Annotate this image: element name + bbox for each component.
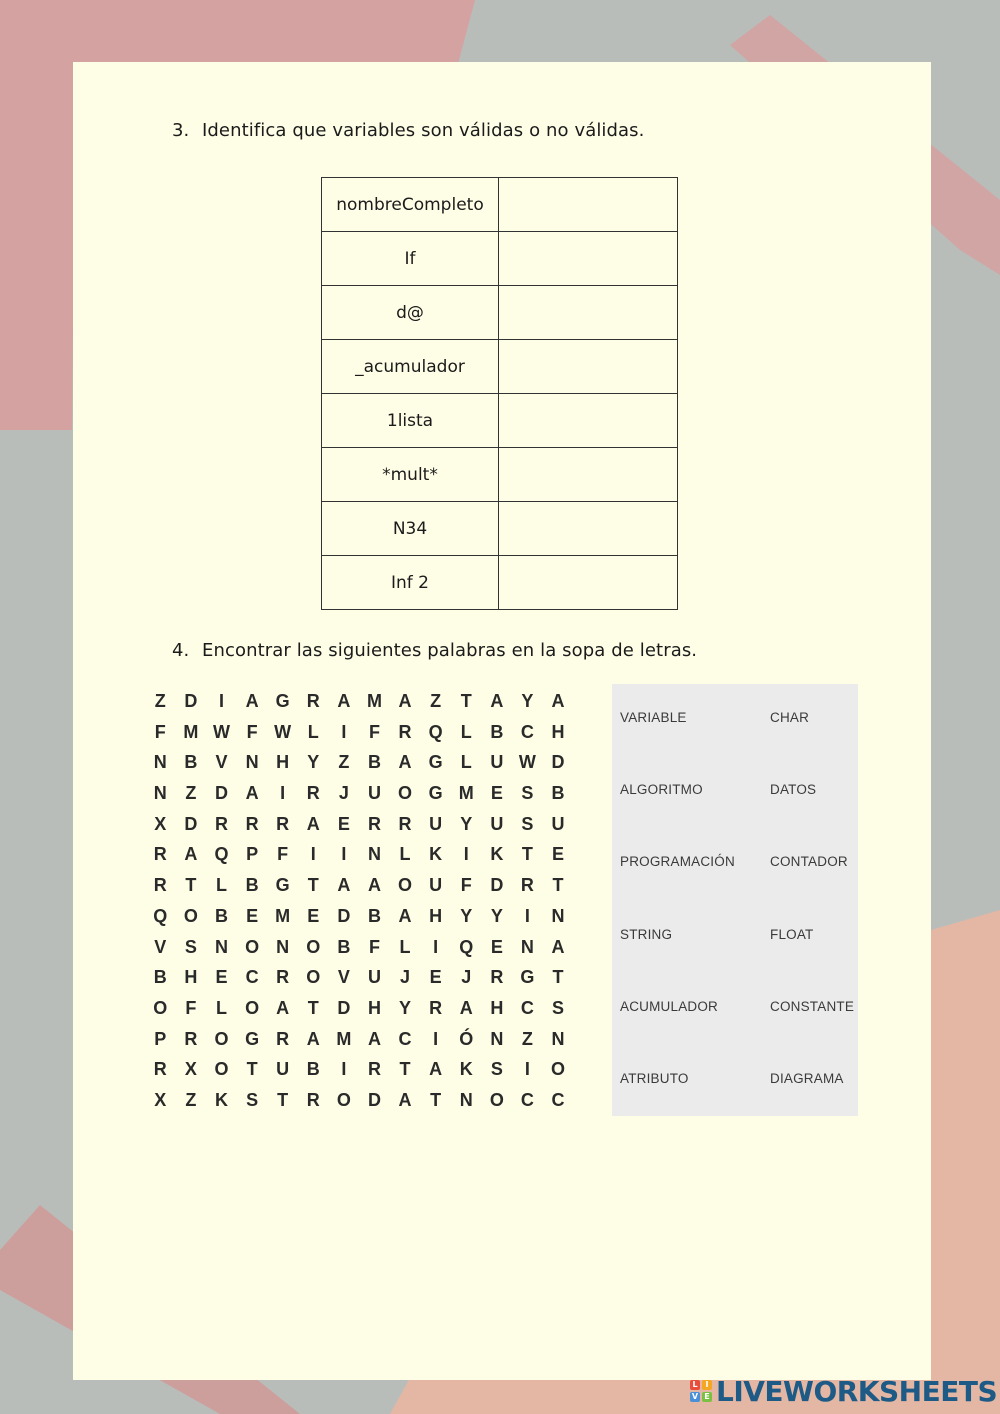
grid-letter[interactable]: A xyxy=(245,783,259,804)
grid-letter[interactable]: N xyxy=(153,752,167,773)
variable-row xyxy=(322,286,678,340)
grid-letter[interactable]: R xyxy=(276,1028,290,1049)
grid-letter[interactable]: M xyxy=(183,721,199,742)
variable-row xyxy=(322,556,678,610)
variable-answer-cell[interactable] xyxy=(499,556,678,610)
grid-letter[interactable]: V xyxy=(154,936,167,957)
grid-letter[interactable]: E xyxy=(246,905,259,926)
word-search-grid[interactable] xyxy=(145,686,573,1116)
grid-letter[interactable]: N xyxy=(214,936,228,957)
grid-letter[interactable]: I xyxy=(341,1059,347,1080)
question-4-text: Encontrar las siguientes palabras en la sopa de letras. xyxy=(202,640,698,661)
grid-letter[interactable]: T xyxy=(399,1059,411,1080)
liveworksheets-logo-text: LIVEWORKSHEETS xyxy=(716,1374,998,1408)
grid-letter[interactable]: D xyxy=(184,813,198,834)
grid-letter[interactable]: O xyxy=(551,1059,566,1080)
grid-letter[interactable]: Y xyxy=(460,813,473,834)
grid-letter[interactable]: O xyxy=(336,1089,351,1110)
liveworksheets-logo xyxy=(690,1374,997,1408)
grid-letter[interactable]: C xyxy=(520,721,534,742)
grid-letter[interactable]: F xyxy=(246,721,258,742)
variable-name-cell: *mult* xyxy=(322,448,499,502)
grid-letter[interactable]: R xyxy=(214,813,228,834)
grid-letter[interactable]: C xyxy=(520,997,534,1018)
grid-letter[interactable]: V xyxy=(215,752,228,773)
grid-letter[interactable]: A xyxy=(306,813,320,834)
grid-letter[interactable]: D xyxy=(337,905,351,926)
grid-letter[interactable]: Z xyxy=(430,691,442,711)
grid-letter[interactable]: L xyxy=(399,844,411,865)
grid-letter[interactable]: O xyxy=(306,967,321,988)
grid-letter[interactable]: A xyxy=(398,905,412,926)
grid-letter[interactable]: K xyxy=(429,844,443,865)
grid-letter[interactable]: Ó xyxy=(459,1028,474,1049)
grid-letter[interactable]: B xyxy=(214,905,228,926)
grid-letter[interactable]: W xyxy=(212,721,230,742)
grid-letter[interactable]: E xyxy=(429,967,442,988)
grid-letter[interactable]: R xyxy=(153,875,167,896)
grid-letter[interactable]: O xyxy=(245,997,260,1018)
grid-letter[interactable]: T xyxy=(307,997,319,1018)
grid-letter[interactable]: O xyxy=(214,1059,229,1080)
grid-letter[interactable]: L xyxy=(215,997,227,1018)
grid-letter[interactable]: K xyxy=(490,844,504,865)
grid-letter[interactable]: T xyxy=(277,1089,289,1110)
grid-letter[interactable]: C xyxy=(520,1089,534,1110)
grid-letter[interactable]: G xyxy=(428,783,443,804)
variable-answer-cell[interactable] xyxy=(499,286,678,340)
grid-letter[interactable]: T xyxy=(246,1059,258,1080)
grid-letter[interactable]: N xyxy=(459,1089,473,1110)
grid-letter[interactable]: Z xyxy=(185,783,197,804)
grid-letter[interactable]: I xyxy=(341,844,347,865)
grid-letter[interactable]: U xyxy=(367,783,381,804)
grid-letter[interactable]: A xyxy=(398,752,412,773)
grid-letter[interactable]: N xyxy=(551,1028,565,1049)
grid-letter[interactable]: B xyxy=(551,783,565,804)
variable-row xyxy=(322,340,678,394)
variable-name-cell: N34 xyxy=(322,502,499,556)
variable-row xyxy=(322,448,678,502)
grid-letter[interactable]: U xyxy=(551,813,565,834)
grid-letter[interactable]: N xyxy=(367,844,381,865)
grid-letter[interactable]: M xyxy=(336,1028,352,1049)
grid-letter[interactable]: Y xyxy=(460,905,473,926)
grid-letter[interactable]: N xyxy=(520,936,534,957)
grid-letter[interactable]: T xyxy=(460,691,472,711)
grid-letter[interactable]: U xyxy=(429,813,443,834)
grid-letter[interactable]: J xyxy=(338,783,349,804)
grid-letter[interactable]: F xyxy=(185,997,197,1018)
grid-letter[interactable]: T xyxy=(307,875,319,896)
variable-answer-cell[interactable] xyxy=(499,232,678,286)
grid-letter[interactable]: R xyxy=(306,1089,320,1110)
grid-letter[interactable]: T xyxy=(521,844,533,865)
grid-letter[interactable]: U xyxy=(276,1059,290,1080)
grid-letter[interactable]: R xyxy=(245,813,259,834)
salmon-shape-bottom-right xyxy=(931,910,1000,1380)
variable-row xyxy=(322,502,678,556)
grid-letter[interactable]: F xyxy=(277,844,289,865)
grid-letter[interactable]: I xyxy=(218,691,224,711)
grid-letter[interactable]: D xyxy=(367,1089,381,1110)
grid-letter[interactable]: H xyxy=(429,905,443,926)
grid-letter[interactable]: Z xyxy=(338,752,350,773)
grid-letter[interactable]: M xyxy=(275,905,291,926)
grid-letter[interactable]: Y xyxy=(521,691,534,711)
word-list-item: DATOS xyxy=(770,782,817,798)
grid-letter[interactable]: R xyxy=(367,813,381,834)
grid-letter[interactable]: E xyxy=(490,936,503,957)
question-3-text: Identifica que variables son válidas o no válidas. xyxy=(202,120,645,141)
grid-letter[interactable]: U xyxy=(367,967,381,988)
variable-name-cell: 1lista xyxy=(322,394,499,448)
grid-letter[interactable]: R xyxy=(153,844,167,865)
grid-letter[interactable]: Y xyxy=(490,905,503,926)
grid-letter[interactable]: F xyxy=(154,721,166,742)
grid-letter[interactable]: A xyxy=(367,1028,381,1049)
grid-letter[interactable]: I xyxy=(433,1028,439,1049)
liveworksheets-logo-mark: L I V E xyxy=(690,1380,712,1402)
grid-letter[interactable]: L xyxy=(460,752,472,773)
grid-letter[interactable]: A xyxy=(184,844,198,865)
grid-letter[interactable]: A xyxy=(551,691,565,711)
grid-letter[interactable]: B xyxy=(245,875,259,896)
grid-letter[interactable]: U xyxy=(490,813,504,834)
grid-letter[interactable]: A xyxy=(398,691,412,711)
grid-letter[interactable]: X xyxy=(154,813,167,834)
word-list-item: FLOAT xyxy=(770,926,814,942)
grid-letter[interactable]: W xyxy=(518,752,536,773)
variable-answer-cell[interactable] xyxy=(499,178,678,232)
variable-row xyxy=(322,178,678,232)
grid-letter[interactable]: R xyxy=(276,967,290,988)
grid-letter[interactable]: G xyxy=(275,691,290,711)
variable-name-cell: _acumulador xyxy=(322,340,499,394)
grid-letter[interactable]: D xyxy=(490,875,504,896)
word-list-item: VARIABLE xyxy=(620,710,687,725)
question-3-number: 3. xyxy=(172,120,190,141)
grid-letter[interactable]: G xyxy=(275,875,290,896)
grid-letter[interactable]: I xyxy=(310,844,316,865)
word-list-item: CONSTANTE xyxy=(770,998,855,1014)
variable-answer-cell[interactable] xyxy=(499,340,678,394)
grid-letter[interactable]: I xyxy=(524,1059,530,1080)
grid-letter[interactable]: T xyxy=(552,967,564,988)
grid-letter[interactable]: R xyxy=(490,967,504,988)
grid-letter[interactable]: C xyxy=(398,1028,412,1049)
grid-letter[interactable]: R xyxy=(520,875,534,896)
grid-letter[interactable]: S xyxy=(490,1059,503,1080)
grid-letter[interactable]: I xyxy=(341,721,347,742)
grid-letter[interactable]: H xyxy=(184,967,198,988)
grid-letter[interactable]: O xyxy=(398,783,413,804)
word-list-item: CONTADOR xyxy=(770,854,848,870)
grid-letter[interactable]: I xyxy=(433,936,439,957)
grid-letter[interactable]: N xyxy=(490,1028,504,1049)
grid-letter[interactable]: Q xyxy=(214,844,229,865)
grid-letter[interactable]: K xyxy=(459,1059,473,1080)
grid-letter[interactable]: A xyxy=(245,691,259,711)
grid-letter[interactable]: G xyxy=(520,967,535,988)
grid-letter[interactable]: E xyxy=(307,905,320,926)
grid-letter[interactable]: M xyxy=(366,691,382,711)
grid-letter[interactable]: B xyxy=(153,967,167,988)
word-list-item: ALGORITMO xyxy=(620,782,703,798)
grid-letter[interactable]: K xyxy=(214,1089,228,1110)
variable-name-cell: d@ xyxy=(322,286,499,340)
grid-letter[interactable]: O xyxy=(245,936,260,957)
grid-letter[interactable]: Q xyxy=(428,721,443,742)
grid-letter[interactable]: G xyxy=(245,1028,260,1049)
grid-letter[interactable]: S xyxy=(184,936,197,957)
grid-letter[interactable]: B xyxy=(367,752,381,773)
grid-letter[interactable]: F xyxy=(368,936,380,957)
grid-letter[interactable]: X xyxy=(184,1059,197,1080)
grid-letter[interactable]: A xyxy=(337,691,351,711)
grid-letter[interactable]: X xyxy=(154,1089,167,1110)
grid-letter[interactable]: R xyxy=(276,813,290,834)
grid-letter[interactable]: F xyxy=(460,875,472,896)
grid-letter[interactable]: A xyxy=(367,875,381,896)
grid-letter[interactable]: B xyxy=(337,936,351,957)
grid-letter[interactable]: B xyxy=(184,752,198,773)
grid-letter[interactable]: L xyxy=(307,721,319,742)
grid-letter[interactable]: A xyxy=(459,997,473,1018)
grid-letter[interactable]: Z xyxy=(185,1089,197,1110)
grid-letter[interactable]: E xyxy=(490,783,503,804)
grid-letter[interactable]: C xyxy=(551,1089,565,1110)
grid-letter[interactable]: R xyxy=(398,813,412,834)
grid-letter[interactable]: A xyxy=(398,1089,412,1110)
variable-answer-cell[interactable] xyxy=(499,448,678,502)
grid-letter[interactable]: N xyxy=(153,783,167,804)
grid-letter[interactable]: A xyxy=(276,997,290,1018)
word-list-item: CHAR xyxy=(770,710,810,725)
grid-letter[interactable]: S xyxy=(246,1089,259,1110)
variable-name-cell: nombreCompleto xyxy=(322,178,499,232)
grid-letter[interactable]: A xyxy=(429,1059,443,1080)
grid-letter[interactable]: N xyxy=(276,936,290,957)
grid-letter[interactable]: R xyxy=(184,1028,198,1049)
variable-answer-cell[interactable] xyxy=(499,394,678,448)
grid-letter[interactable]: V xyxy=(337,967,350,988)
grid-letter[interactable]: L xyxy=(460,721,472,742)
grid-letter[interactable]: U xyxy=(429,875,443,896)
grid-letter[interactable]: R xyxy=(429,997,443,1018)
grid-letter[interactable]: Q xyxy=(459,936,474,957)
grid-letter[interactable]: N xyxy=(245,752,259,773)
grid-letter[interactable]: T xyxy=(185,875,197,896)
grid-letter[interactable]: G xyxy=(428,752,443,773)
variable-row xyxy=(322,394,678,448)
grid-letter[interactable]: O xyxy=(489,1089,504,1110)
grid-letter[interactable]: R xyxy=(367,1059,381,1080)
grid-letter[interactable]: O xyxy=(398,875,413,896)
grid-letter[interactable]: B xyxy=(367,905,381,926)
word-list-item: ATRIBUTO xyxy=(620,1071,689,1086)
grid-letter[interactable]: D xyxy=(214,783,228,804)
word-list-item: ACUMULADOR xyxy=(620,998,719,1014)
variable-answer-cell[interactable] xyxy=(499,502,678,556)
variable-name-cell: Inf 2 xyxy=(322,556,499,610)
grid-letter[interactable]: O xyxy=(153,997,168,1018)
grid-letter[interactable]: I xyxy=(524,905,530,926)
question-4-number: 4. xyxy=(172,640,190,661)
grid-letter[interactable]: W xyxy=(274,721,292,742)
grid-letter[interactable]: C xyxy=(245,967,259,988)
grid-letter[interactable]: N xyxy=(551,905,565,926)
grid-letter[interactable]: H xyxy=(367,997,381,1018)
grid-letter[interactable]: H xyxy=(551,721,565,742)
grid-letter[interactable]: A xyxy=(337,875,351,896)
grid-letter[interactable]: O xyxy=(306,936,321,957)
grid-letter[interactable]: I xyxy=(463,844,469,865)
grid-letter[interactable]: J xyxy=(461,967,472,988)
grid-letter[interactable]: R xyxy=(306,691,320,711)
grid-letter[interactable]: D xyxy=(184,691,198,711)
question-4-title xyxy=(172,640,697,661)
grid-letter[interactable]: S xyxy=(552,997,565,1018)
grid-letter[interactable]: A xyxy=(551,936,565,957)
word-list-item: STRING xyxy=(620,926,673,942)
variables-table xyxy=(321,177,678,610)
grid-letter[interactable]: U xyxy=(490,752,504,773)
grid-letter[interactable]: Z xyxy=(154,691,166,711)
grid-letter[interactable]: E xyxy=(337,813,350,834)
grid-letter[interactable]: B xyxy=(490,721,504,742)
grid-letter[interactable]: Y xyxy=(399,997,412,1018)
variable-name-cell: If xyxy=(322,232,499,286)
grid-letter[interactable]: T xyxy=(552,875,564,896)
grid-letter[interactable]: I xyxy=(280,783,286,804)
word-list-item: DIAGRAMA xyxy=(770,1071,844,1086)
grid-letter[interactable]: S xyxy=(521,813,534,834)
grid-letter[interactable]: P xyxy=(246,844,259,865)
grid-letter[interactable]: Y xyxy=(307,752,320,773)
grid-letter[interactable]: J xyxy=(400,967,411,988)
grid-letter[interactable]: L xyxy=(399,936,411,957)
grid-letter[interactable]: E xyxy=(552,844,565,865)
grid-letter[interactable]: R xyxy=(306,783,320,804)
grid-letter[interactable]: M xyxy=(458,783,474,804)
grid-letter[interactable]: F xyxy=(368,721,380,742)
grid-letter[interactable]: Z xyxy=(521,1028,533,1049)
grid-letter[interactable]: O xyxy=(214,1028,229,1049)
grid-letter[interactable]: Q xyxy=(153,905,168,926)
grid-letter[interactable]: A xyxy=(490,691,504,711)
grid-letter[interactable]: P xyxy=(154,1028,167,1049)
grid-letter[interactable]: D xyxy=(551,752,565,773)
grid-letter[interactable]: H xyxy=(490,997,504,1018)
grid-letter[interactable]: R xyxy=(398,721,412,742)
word-list-box xyxy=(612,684,858,1116)
grid-letter[interactable]: B xyxy=(306,1059,320,1080)
grid-letter[interactable]: O xyxy=(183,905,198,926)
word-list-item: PROGRAMACIÓN xyxy=(620,854,735,870)
grid-letter[interactable]: A xyxy=(306,1028,320,1049)
question-3-title xyxy=(172,120,644,141)
grid-letter[interactable]: R xyxy=(153,1059,167,1080)
variable-row xyxy=(322,232,678,286)
grid-letter[interactable]: D xyxy=(337,997,351,1018)
grid-letter[interactable]: T xyxy=(430,1089,442,1110)
grid-letter[interactable]: L xyxy=(215,875,227,896)
grid-letter[interactable]: E xyxy=(215,967,228,988)
grid-letter[interactable]: S xyxy=(521,783,534,804)
grid-letter[interactable]: H xyxy=(276,752,290,773)
